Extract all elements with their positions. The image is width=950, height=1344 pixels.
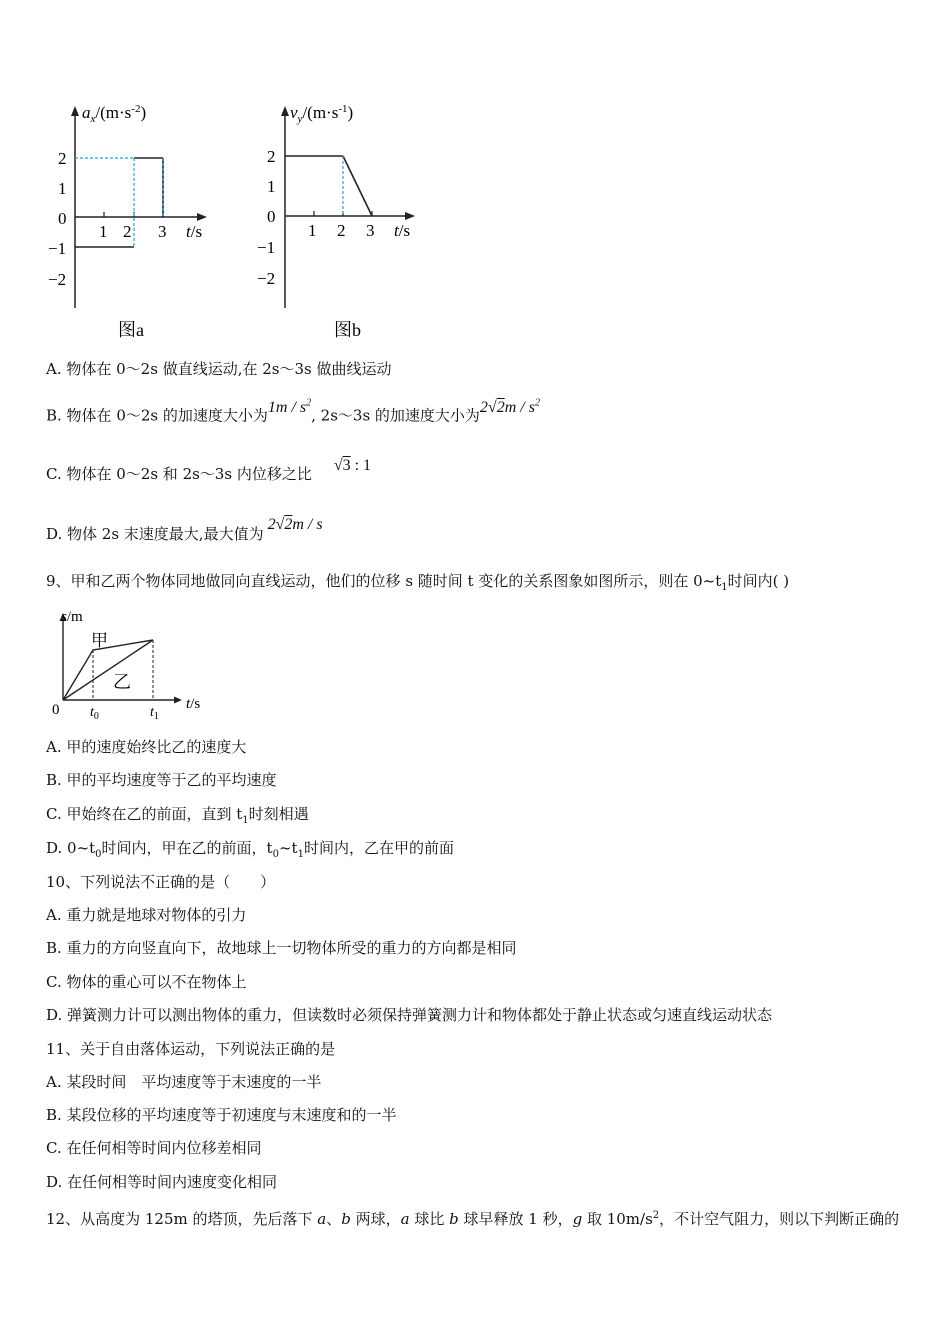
q10-option-b: B. 重力的方向竖直向下，故地球上一切物体所受的重力的方向都是相同	[46, 939, 517, 957]
q10-stem: 10、下列说法不正确的是（ ）	[46, 873, 276, 891]
q9-t1-label: $t_1$	[150, 705, 159, 722]
figure-b-xtick: 3	[366, 221, 375, 240]
q9-stem: 9、甲和乙两个物体同地做同向直线运动，他们的位移 s 随时间 t 变化的关系图象如图所示，则在 $0\sim t_1$时间内( )	[46, 572, 790, 593]
figure-b-graph	[250, 98, 430, 348]
q9-option-a: A. 甲的速度始终比乙的速度大	[46, 738, 247, 756]
figure-b-ylabel: $v_y/(m\cdot s^{-1})$	[290, 103, 354, 125]
q9-origin: 0	[52, 702, 60, 718]
figure-a-ytick: 2	[58, 149, 67, 168]
figure-b-xtick: 2	[337, 221, 346, 240]
q10-option-d: D. 弹簧测力计可以测出物体的重力，但读数时必须保持弹簧测力计和物体都处于静止状态或匀速直线运动状态	[46, 1006, 773, 1024]
figure-b-ytick: 2	[267, 147, 276, 166]
q11-stem: 11、关于自由落体运动，下列说法正确的是	[46, 1040, 336, 1058]
q9-option-c: C. 甲始终在乙的前面，直到 $t_1$时刻相遇	[46, 805, 309, 826]
figure-a-ylabel: $a_x/(m\cdot s^{-2})$	[82, 103, 147, 125]
figure-a-xtick: 3	[158, 222, 167, 241]
figure-a-x-arrow	[197, 213, 207, 221]
q9-x-arrow	[174, 697, 182, 704]
q11-option-c: C. 在任何相等时间内位移差相同	[46, 1139, 262, 1157]
figure-a-xlabel: t/s	[186, 222, 203, 241]
q10-option-a: A. 重力就是地球对物体的引力	[46, 906, 247, 924]
figure-a-caption: 图a	[118, 320, 144, 340]
figure-b-xlabel: t/s	[394, 221, 411, 240]
figure-b-segment-2-3	[343, 156, 372, 216]
q9-label-yi: 乙	[113, 672, 131, 692]
q11-option-b: B. 某段位移的平均速度等于初速度与末速度和的一半	[46, 1106, 397, 1124]
figure-b-y-arrow	[281, 106, 289, 116]
q10-option-c: C. 物体的重心可以不在物体上	[46, 973, 247, 991]
figure-b-ytick: 0	[267, 207, 276, 226]
q11-option-d: D. 在任何相等时间内速度变化相同	[46, 1173, 278, 1191]
figure-a-xtick: 2	[123, 222, 132, 241]
q8-option-b: B. 物体在 0～2s 的加速度大小为$1m / s^2$, 2s～3s 的加速度大小为$2√2m / s^2$	[46, 398, 540, 425]
figure-b-caption: 图b	[334, 320, 361, 340]
q9-label-jia: 甲	[91, 631, 108, 650]
figure-b-x-arrow	[405, 212, 415, 220]
figure-b-ytick: −1	[257, 238, 276, 257]
figure-a-ytick: 1	[58, 179, 67, 198]
q9-line-yi	[63, 640, 153, 700]
figure-a-y-arrow	[71, 106, 79, 116]
figure-a-ytick: −1	[48, 239, 67, 258]
figure-a-ytick: −2	[48, 270, 67, 289]
figure-a-ytick: 0	[58, 209, 67, 228]
q9-ylabel: s/m	[61, 609, 83, 625]
q8-option-a: A. 物体在 0～2s 做直线运动,在 2s～3s 做曲线运动	[46, 360, 392, 378]
figure-b-ytick: −2	[257, 269, 276, 288]
q12-stem: 12、从高度为 125m 的塔顶，先后落下 a、b 两球，a 球比 b 球早释放 1 秒，g 取 $10m/s^2$，不计空气阻力，则以下判断正确的	[46, 1210, 900, 1228]
q9-option-d: D. $0\sim t_0$时间内，甲在乙的前面，$t_0\sim t_1$时间内，乙在甲的前面	[46, 839, 454, 860]
figure-a-graph	[40, 98, 220, 348]
figure-a-xtick: 1	[99, 222, 108, 241]
q8-option-c: C. 物体在 0～2s 和 2s～3s 内位移之比 √3 : 1	[46, 457, 372, 483]
q9-t0-label: $t_0$	[90, 705, 99, 722]
q8-option-d: D. 物体 2s 末速度最大,最大值为2√2m / s	[46, 516, 323, 543]
q9-graph	[46, 604, 216, 722]
figure-b-ytick: 1	[267, 177, 276, 196]
figure-b-xtick: 1	[308, 221, 317, 240]
q9-xlabel: t/s	[186, 696, 201, 712]
q11-option-a: A. 某段时间 平均速度等于末速度的一半	[46, 1073, 322, 1091]
q9-option-b: B. 甲的平均速度等于乙的平均速度	[46, 771, 277, 789]
